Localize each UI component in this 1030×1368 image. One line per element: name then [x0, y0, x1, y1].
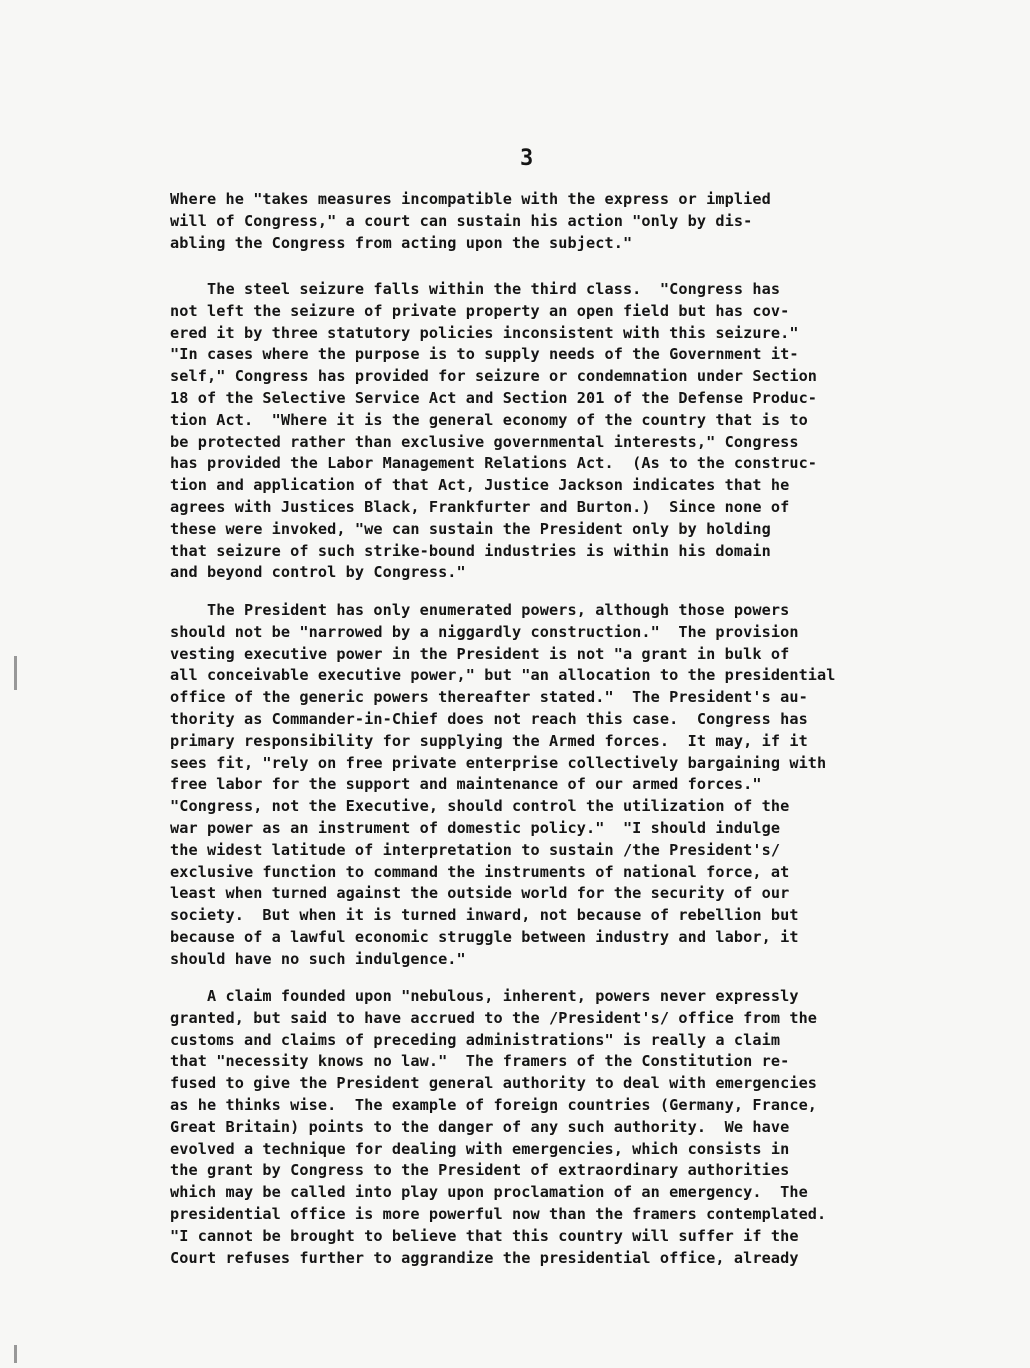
text-line: has provided the Labor Management Relations Act. (As to the construc- [170, 454, 818, 473]
text-line: "In cases where the purpose is to supply needs of the Government it- [170, 345, 799, 364]
text-line: "Congress, not the Executive, should control the utilization of the [170, 797, 790, 816]
paragraph-1 [170, 189, 960, 254]
text-line: least when turned against the outside world for the security of our [170, 884, 790, 903]
text-line: should have no such indulgence." [170, 949, 466, 968]
text-line: exclusive function to command the instruments of national force, at [170, 862, 790, 881]
text-line: ered it by three statutory policies inconsistent with this seizure." [170, 323, 799, 342]
text-line: society. But when it is turned inward, not because of rebellion but [170, 906, 799, 925]
text-line: "I cannot be brought to believe that this country will suffer if the [170, 1226, 799, 1245]
text-line: be protected rather than exclusive governmental interests," Congress [170, 432, 799, 451]
text-line: agrees with Justices Black, Frankfurter and Burton.) Since none of [170, 497, 790, 516]
text-line: sees fit, "rely on free private enterprise collectively bargaining with [170, 753, 827, 772]
text-line: abling the Congress from acting upon the subject." [170, 233, 633, 252]
margin-scan-mark [14, 656, 17, 690]
text-line: the grant by Congress to the President of extraordinary authorities [170, 1161, 790, 1180]
text-line: because of a lawful economic struggle between industry and labor, it [170, 927, 799, 946]
paragraph-4 [170, 986, 960, 1269]
text-line: the widest latitude of interpretation to sustain /the President's/ [170, 840, 781, 859]
text-line: will of Congress," a court can sustain his action "only by dis- [170, 211, 753, 230]
text-line: primary responsibility for supplying the Armed forces. It may, if it [170, 731, 808, 750]
page-number: 3 [520, 146, 534, 171]
text-line: customs and claims of preceding administrations" is really a claim [170, 1030, 781, 1049]
text-line: Where he "takes measures incompatible with the express or implied [170, 190, 771, 208]
text-line: tion Act. "Where it is the general economy of the country that is to [170, 410, 808, 429]
text-line: office of the generic powers thereafter stated." The President's au- [170, 688, 808, 707]
text-line: evolved a technique for dealing with emergencies, which consists in [170, 1139, 790, 1158]
text-line: these were invoked, "we can sustain the President only by holding [170, 519, 771, 538]
text-line: presidential office is more powerful now than the framers contemplated. [170, 1204, 827, 1223]
margin-scan-mark [14, 1345, 17, 1363]
text-line: as he thinks wise. The example of foreign countries (Germany, France, [170, 1095, 818, 1114]
text-line: that "necessity knows no law." The framers of the Constitution re- [170, 1052, 790, 1071]
text-line: vesting executive power in the President is not "a grant in bulk of [170, 644, 790, 663]
text-line: 18 of the Selective Service Act and Section 201 of the Defense Produc- [170, 388, 818, 407]
text-line: not left the seizure of private property an open field but has cov- [170, 301, 790, 320]
text-line: granted, but said to have accrued to the /President's/ office from the [170, 1008, 818, 1027]
text-line: self," Congress has provided for seizure or condemnation under Section [170, 367, 818, 386]
text-line: should not be "narrowed by a niggardly construction." The provision [170, 622, 799, 641]
text-line: A claim founded upon "nebulous, inherent, powers never expressly [170, 987, 799, 1005]
text-line: Great Britain) points to the danger of any such authority. We have [170, 1117, 790, 1136]
text-line: Court refuses further to aggrandize the presidential office, already [170, 1248, 799, 1267]
text-line: fused to give the President general authority to deal with emergencies [170, 1074, 818, 1093]
text-line: tion and application of that Act, Justice Jackson indicates that he [170, 476, 790, 495]
text-line: all conceivable executive power," but "an allocation to the presidential [170, 666, 836, 685]
text-line: which may be called into play upon proclamation of an emergency. The [170, 1183, 808, 1202]
text-line: and beyond control by Congress." [170, 563, 466, 582]
text-line: that seizure of such strike-bound industries is within his domain [170, 541, 771, 560]
text-line: The steel seizure falls within the third class. "Congress has [170, 280, 781, 298]
text-line: The President has only enumerated powers, although those powers [170, 601, 790, 619]
paragraph-3 [170, 600, 960, 971]
text-line: thority as Commander-in-Chief does not reach this case. Congress has [170, 709, 808, 728]
text-line: war power as an instrument of domestic policy." "I should indulge [170, 818, 781, 837]
text-line: free labor for the support and maintenance of our armed forces." [170, 775, 762, 794]
paragraph-2 [170, 279, 960, 584]
